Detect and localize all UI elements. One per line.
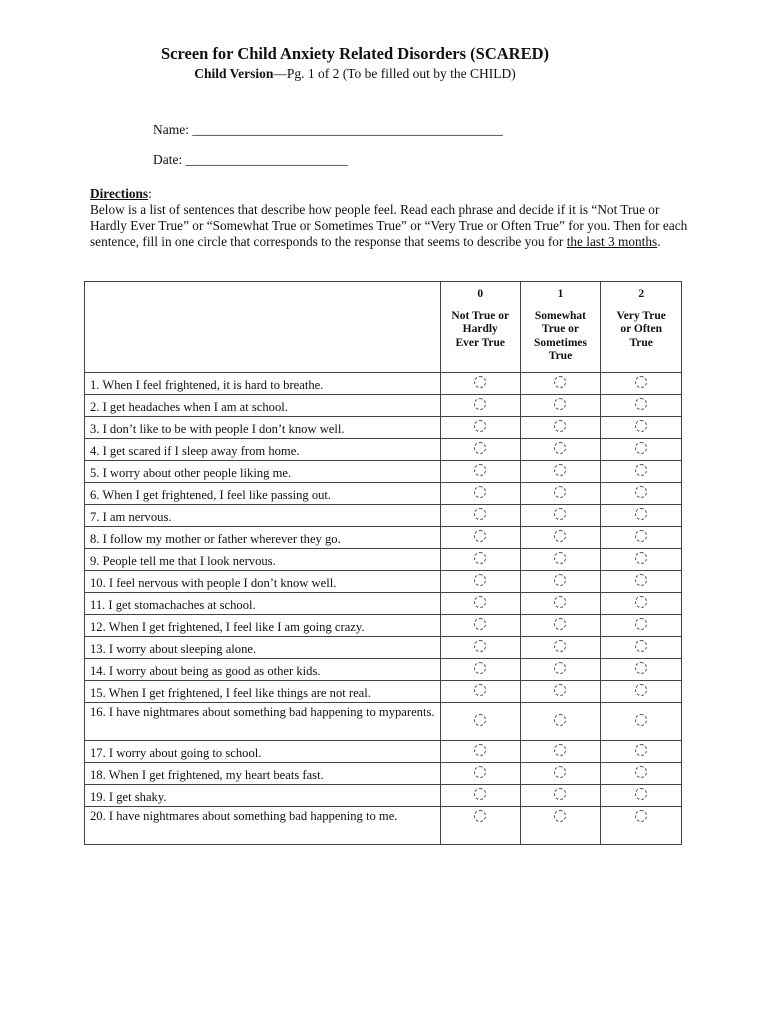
- answer-cell: [520, 527, 601, 549]
- answer-cell: [440, 571, 520, 593]
- answer-cell: [520, 637, 601, 659]
- answer-cell: [601, 741, 682, 763]
- column-label-line: or Often: [620, 323, 662, 335]
- radio-circle-icon[interactable]: [554, 640, 566, 652]
- answer-cell: [601, 417, 682, 439]
- column-label-line: True: [629, 336, 653, 349]
- answer-cell: [440, 593, 520, 615]
- radio-circle-icon[interactable]: [474, 788, 486, 800]
- radio-circle-icon[interactable]: [635, 618, 647, 630]
- radio-circle-icon[interactable]: [474, 618, 486, 630]
- radio-circle-icon[interactable]: [554, 684, 566, 696]
- question-text: 19. I get shaky.: [85, 785, 441, 807]
- column-label-line: Not True or: [451, 309, 510, 322]
- table-row: [85, 637, 682, 659]
- table-row: [85, 593, 682, 615]
- answer-cell: [440, 395, 520, 417]
- question-text: 10. I feel nervous with people I don’t know well.: [85, 571, 441, 593]
- question-text: 2. I get headaches when I am at school.: [85, 395, 441, 417]
- question-text: 17. I worry about going to school.: [85, 741, 441, 763]
- question-text: 5. I worry about other people liking me.: [85, 461, 441, 483]
- answer-cell: [520, 593, 601, 615]
- radio-circle-icon[interactable]: [474, 574, 486, 586]
- radio-circle-icon[interactable]: [635, 420, 647, 432]
- radio-circle-icon[interactable]: [635, 508, 647, 520]
- answer-cell: [601, 461, 682, 483]
- column-label-line: Somewhat: [534, 309, 587, 322]
- radio-circle-icon[interactable]: [554, 574, 566, 586]
- date-field[interactable]: Date: ________________________: [153, 152, 348, 167]
- radio-circle-icon[interactable]: [635, 464, 647, 476]
- question-text: 13. I worry about sleeping alone.: [85, 637, 441, 659]
- answer-cell: [440, 681, 520, 703]
- answer-cell: [440, 439, 520, 461]
- table-row: [85, 483, 682, 505]
- question-text: 18. When I get frightened, my heart beats fast.: [85, 763, 441, 785]
- column-value: 0: [477, 288, 484, 300]
- table-row: [85, 703, 682, 741]
- answer-cell: [601, 681, 682, 703]
- table-row: [85, 505, 682, 527]
- radio-circle-icon[interactable]: [474, 744, 486, 756]
- answer-cell: [520, 763, 601, 785]
- column-value: 2: [638, 288, 645, 300]
- answer-cell: [601, 373, 682, 395]
- answer-cell: [601, 807, 682, 845]
- column-label-line: True: [548, 350, 573, 362]
- answer-cell: [601, 593, 682, 615]
- answer-cell: [520, 505, 601, 527]
- column-header-1: [520, 282, 601, 373]
- answer-cell: [440, 373, 520, 395]
- radio-circle-icon[interactable]: [635, 530, 647, 542]
- answer-cell: [440, 417, 520, 439]
- radio-circle-icon[interactable]: [635, 398, 647, 410]
- answer-cell: [601, 659, 682, 681]
- answer-cell: [440, 549, 520, 571]
- answer-cell: [520, 741, 601, 763]
- radio-circle-icon[interactable]: [474, 530, 486, 542]
- radio-circle-icon[interactable]: [635, 744, 647, 756]
- answer-cell: [440, 483, 520, 505]
- radio-circle-icon[interactable]: [474, 486, 486, 498]
- answer-cell: [440, 461, 520, 483]
- answer-cell: [440, 741, 520, 763]
- table-row: [85, 615, 682, 637]
- radio-circle-icon[interactable]: [474, 508, 486, 520]
- question-text: 7. I am nervous.: [85, 505, 441, 527]
- answer-cell: [520, 659, 601, 681]
- radio-circle-icon[interactable]: [635, 766, 647, 778]
- question-text: 14. I worry about being as good as other kids.: [85, 659, 441, 681]
- answer-cell: [520, 483, 601, 505]
- table-row: [85, 763, 682, 785]
- column-label-line: Hardly: [462, 323, 498, 335]
- radio-circle-icon[interactable]: [635, 552, 647, 564]
- radio-circle-icon[interactable]: [554, 530, 566, 542]
- answer-cell: [520, 615, 601, 637]
- column-label-line: True or: [541, 323, 580, 335]
- question-text: 11. I get stomachaches at school.: [85, 593, 441, 615]
- answer-cell: [601, 763, 682, 785]
- radio-circle-icon[interactable]: [474, 552, 486, 564]
- answer-cell: [601, 637, 682, 659]
- answer-cell: [601, 703, 682, 741]
- radio-circle-icon[interactable]: [554, 486, 566, 498]
- directions-end: .: [657, 234, 661, 249]
- answer-cell: [440, 785, 520, 807]
- answer-cell: [440, 637, 520, 659]
- answer-cell: [601, 785, 682, 807]
- answer-cell: [520, 549, 601, 571]
- table-row: [85, 549, 682, 571]
- radio-circle-icon[interactable]: [474, 376, 486, 388]
- radio-circle-icon[interactable]: [635, 486, 647, 498]
- table-row: [85, 659, 682, 681]
- radio-circle-icon[interactable]: [554, 552, 566, 564]
- page-info: —Pg. 1 of 2 (To be filled out by the CHILD): [273, 66, 516, 81]
- column-label-line: Very True: [616, 309, 666, 322]
- form-subtitle: [0, 66, 710, 82]
- radio-circle-icon[interactable]: [554, 420, 566, 432]
- answer-cell: [440, 615, 520, 637]
- question-text: 6. When I get frightened, I feel like passing out.: [85, 483, 441, 505]
- answer-cell: [601, 549, 682, 571]
- question-text: 4. I get scared if I sleep away from home.: [85, 439, 441, 461]
- table-row: [85, 681, 682, 703]
- column-header-0: [440, 282, 520, 373]
- question-text: 9. People tell me that I look nervous.: [85, 549, 441, 571]
- table-row: [85, 571, 682, 593]
- radio-circle-icon[interactable]: [474, 442, 486, 454]
- directions-heading: Directions: [90, 186, 149, 201]
- radio-circle-icon[interactable]: [635, 574, 647, 586]
- directions-timeframe: the last 3 months: [566, 234, 658, 249]
- answer-cell: [601, 395, 682, 417]
- answer-cell: [440, 659, 520, 681]
- question-text: 3. I don’t like to be with people I don’t know well.: [85, 417, 441, 439]
- answer-cell: [520, 571, 601, 593]
- column-value: 1: [557, 288, 564, 300]
- radio-circle-icon[interactable]: [635, 596, 647, 608]
- answer-cell: [440, 763, 520, 785]
- radio-circle-icon[interactable]: [635, 810, 647, 822]
- version-label: Child Version: [194, 66, 274, 81]
- form-title: Screen for Child Anxiety Related Disorders (SCARED): [160, 44, 550, 63]
- answer-cell: [440, 807, 520, 845]
- radio-circle-icon[interactable]: [474, 662, 486, 674]
- radio-circle-icon[interactable]: [554, 766, 566, 778]
- column-label-line: Ever True: [455, 336, 505, 349]
- radio-circle-icon[interactable]: [474, 714, 486, 726]
- column-label-line: Sometimes: [533, 336, 587, 349]
- radio-circle-icon[interactable]: [474, 398, 486, 410]
- table-row: [85, 527, 682, 549]
- answer-cell: [440, 703, 520, 741]
- table-row: [85, 461, 682, 483]
- table-row: [85, 785, 682, 807]
- question-text: 8. I follow my mother or father wherever they go.: [85, 527, 441, 549]
- radio-circle-icon[interactable]: [554, 788, 566, 800]
- radio-circle-icon[interactable]: [474, 766, 486, 778]
- answer-cell: [601, 571, 682, 593]
- table-row: [85, 395, 682, 417]
- answer-cell: [520, 373, 601, 395]
- radio-circle-icon[interactable]: [554, 376, 566, 388]
- radio-circle-icon[interactable]: [554, 464, 566, 476]
- table-row: [85, 373, 682, 395]
- answer-cell: [601, 483, 682, 505]
- table-row: [85, 439, 682, 461]
- radio-circle-icon[interactable]: [635, 442, 647, 454]
- radio-circle-icon[interactable]: [474, 810, 486, 822]
- radio-circle-icon[interactable]: [474, 420, 486, 432]
- radio-circle-icon[interactable]: [635, 376, 647, 388]
- radio-circle-icon[interactable]: [554, 618, 566, 630]
- radio-circle-icon[interactable]: [635, 714, 647, 726]
- radio-circle-icon[interactable]: [554, 398, 566, 410]
- answer-cell: [520, 807, 601, 845]
- radio-circle-icon[interactable]: [554, 714, 566, 726]
- answer-cell: [520, 461, 601, 483]
- question-text: 1. When I feel frightened, it is hard to breathe.: [85, 373, 441, 395]
- radio-circle-icon[interactable]: [554, 442, 566, 454]
- radio-circle-icon[interactable]: [554, 508, 566, 520]
- radio-circle-icon[interactable]: [635, 640, 647, 652]
- question-text: 20. I have nightmares about something bad happening to me.: [85, 807, 441, 845]
- radio-circle-icon[interactable]: [474, 596, 486, 608]
- answer-cell: [520, 681, 601, 703]
- radio-circle-icon[interactable]: [635, 788, 647, 800]
- question-text: 15. When I get frightened, I feel like things are not real.: [85, 681, 441, 703]
- answer-cell: [601, 527, 682, 549]
- answer-cell: [520, 703, 601, 741]
- answer-cell: [520, 785, 601, 807]
- column-header-2: [601, 282, 682, 373]
- radio-circle-icon[interactable]: [635, 684, 647, 696]
- question-text: 16. I have nightmares about something bad happening to myparents.: [85, 703, 441, 741]
- answer-cell: [440, 527, 520, 549]
- table-row: [85, 807, 682, 845]
- answer-cell: [520, 417, 601, 439]
- answer-cell: [440, 505, 520, 527]
- table-row: [85, 741, 682, 763]
- answer-cell: [601, 615, 682, 637]
- radio-circle-icon[interactable]: [554, 810, 566, 822]
- radio-circle-icon[interactable]: [554, 596, 566, 608]
- radio-circle-icon[interactable]: [474, 464, 486, 476]
- directions-block: [90, 186, 690, 250]
- radio-circle-icon[interactable]: [554, 662, 566, 674]
- radio-circle-icon[interactable]: [474, 684, 486, 696]
- table-header-row: [85, 282, 682, 373]
- questionnaire-table: [84, 281, 682, 845]
- question-text: 12. When I get frightened, I feel like I am going crazy.: [85, 615, 441, 637]
- answer-cell: [520, 395, 601, 417]
- answer-cell: [601, 505, 682, 527]
- name-field[interactable]: Name: ______________________________________________: [153, 122, 503, 137]
- answer-cell: [520, 439, 601, 461]
- radio-circle-icon[interactable]: [635, 662, 647, 674]
- directions-colon: :: [148, 186, 152, 201]
- table-row: [85, 417, 682, 439]
- radio-circle-icon[interactable]: [554, 744, 566, 756]
- radio-circle-icon[interactable]: [474, 640, 486, 652]
- question-header: [85, 282, 441, 373]
- directions-text: Below is a list of sentences that describe how people feel. Read each phrase and decide if it is “Not True or Hardly Ever True” or “Somewhat True or Sometimes True” or “Very True or Often True” for you. Then for each sentence, fill in one circle that corresponds to the response that seems to describe you for: [90, 202, 688, 249]
- answer-cell: [601, 439, 682, 461]
